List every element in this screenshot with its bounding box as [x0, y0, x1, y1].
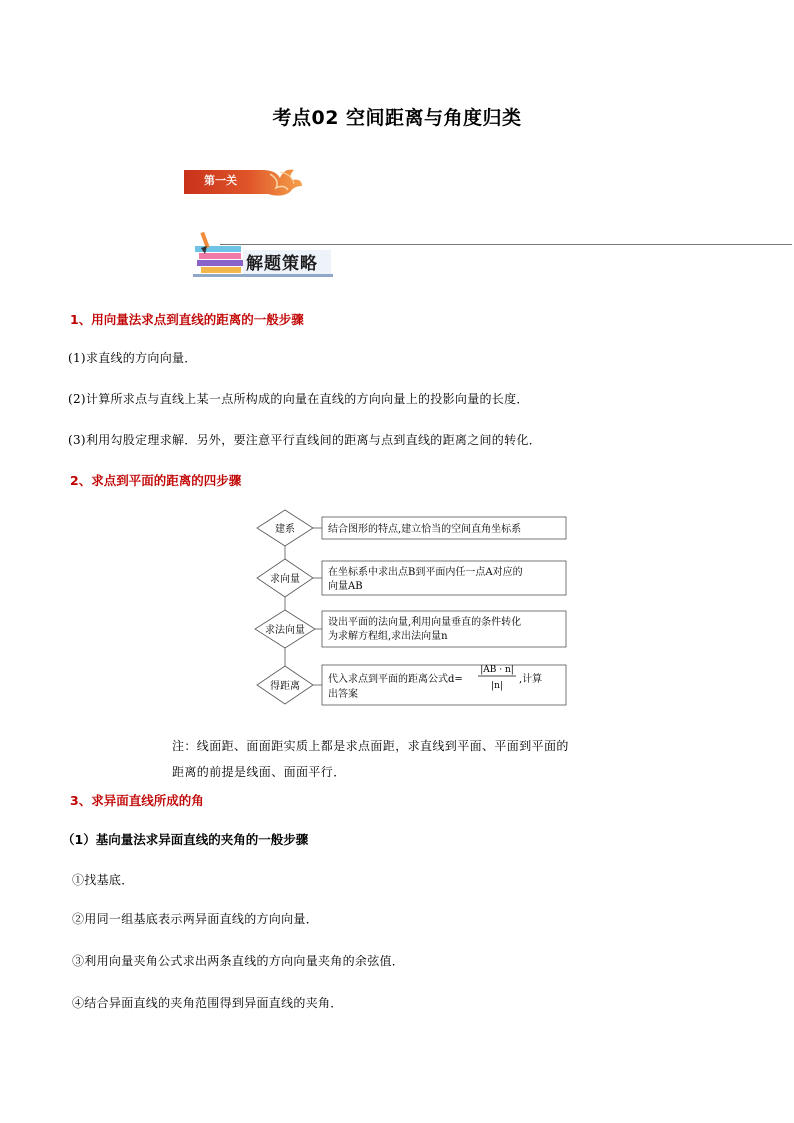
- section1-step-2: (2)计算所求点与直线上某一点所构成的向量在直线的方向向量上的投影向量的长度．: [68, 392, 529, 406]
- section3-step-3: ③利用向量夹角公式求出两条直线的方向向量夹角的余弦值．: [72, 954, 405, 968]
- formula-denominator: |n|: [491, 681, 503, 691]
- section1-heading: 1、用向量法求点到直线的距离的一般步骤: [70, 312, 304, 327]
- flow-desc-4c: 出答案: [328, 689, 358, 700]
- page-title: 考点02 空间距离与角度归类: [272, 107, 522, 129]
- flow-step-3: 求法向量: [265, 625, 305, 636]
- flowchart: [250, 508, 570, 713]
- flow-desc-1: 结合图形的特点,建立恰当的空间直角坐标系: [328, 524, 522, 535]
- banner-decoration: [184, 164, 304, 202]
- flow-step-4: 得距离: [270, 681, 300, 692]
- flow-desc-2b: 向量AB: [328, 581, 363, 592]
- flow-desc-3a: 设出平面的法向量,利用向量垂直的条件转化: [328, 617, 522, 628]
- flow-desc-4b: ,计算: [519, 674, 543, 685]
- section3-subheading: （1）基向量法求异面直线的夹角的一般步骤: [62, 832, 309, 847]
- flow-step-1: 建系: [275, 524, 295, 535]
- section3-step-4: ④结合异面直线的夹角范围得到异面直线的夹角．: [72, 996, 343, 1010]
- flow-box-4: [322, 665, 566, 705]
- section3-step-1: ①找基底．: [72, 873, 134, 887]
- flowchart-note-line-1: 注：线面距、面面距实质上都是求点面距，求直线到平面、平面到平面的: [172, 739, 569, 753]
- flow-step-2: 求向量: [270, 574, 300, 585]
- flow-desc-3b: 为求解方程组,求出法向量n: [328, 631, 448, 642]
- flow-desc-2a: 在坐标系中求出点B到平面内任一点A对应的: [328, 567, 523, 578]
- section2-heading: 2、求点到平面的距离的四步骤: [70, 473, 242, 488]
- section1-step-1: (1)求直线的方向向量．: [68, 351, 197, 365]
- banner-label: 第一关: [204, 174, 237, 187]
- flowchart-note-line-2: 距离的前提是线面、面面平行．: [172, 765, 346, 779]
- section3-step-2: ②用同一组基底表示两异面直线的方向向量．: [72, 912, 319, 926]
- section1-step-3: (3)利用勾股定理求解．另外，要注意平行直线间的距离与点到直线的距离之间的转化．: [68, 433, 542, 447]
- flow-desc-4a: 代入求点到平面的距离公式d=: [328, 674, 463, 685]
- formula-numerator: |AB · n|: [480, 665, 514, 675]
- section3-heading: 3、求异面直线所成的角: [70, 793, 204, 808]
- strategy-heading: 解题策略: [246, 254, 318, 274]
